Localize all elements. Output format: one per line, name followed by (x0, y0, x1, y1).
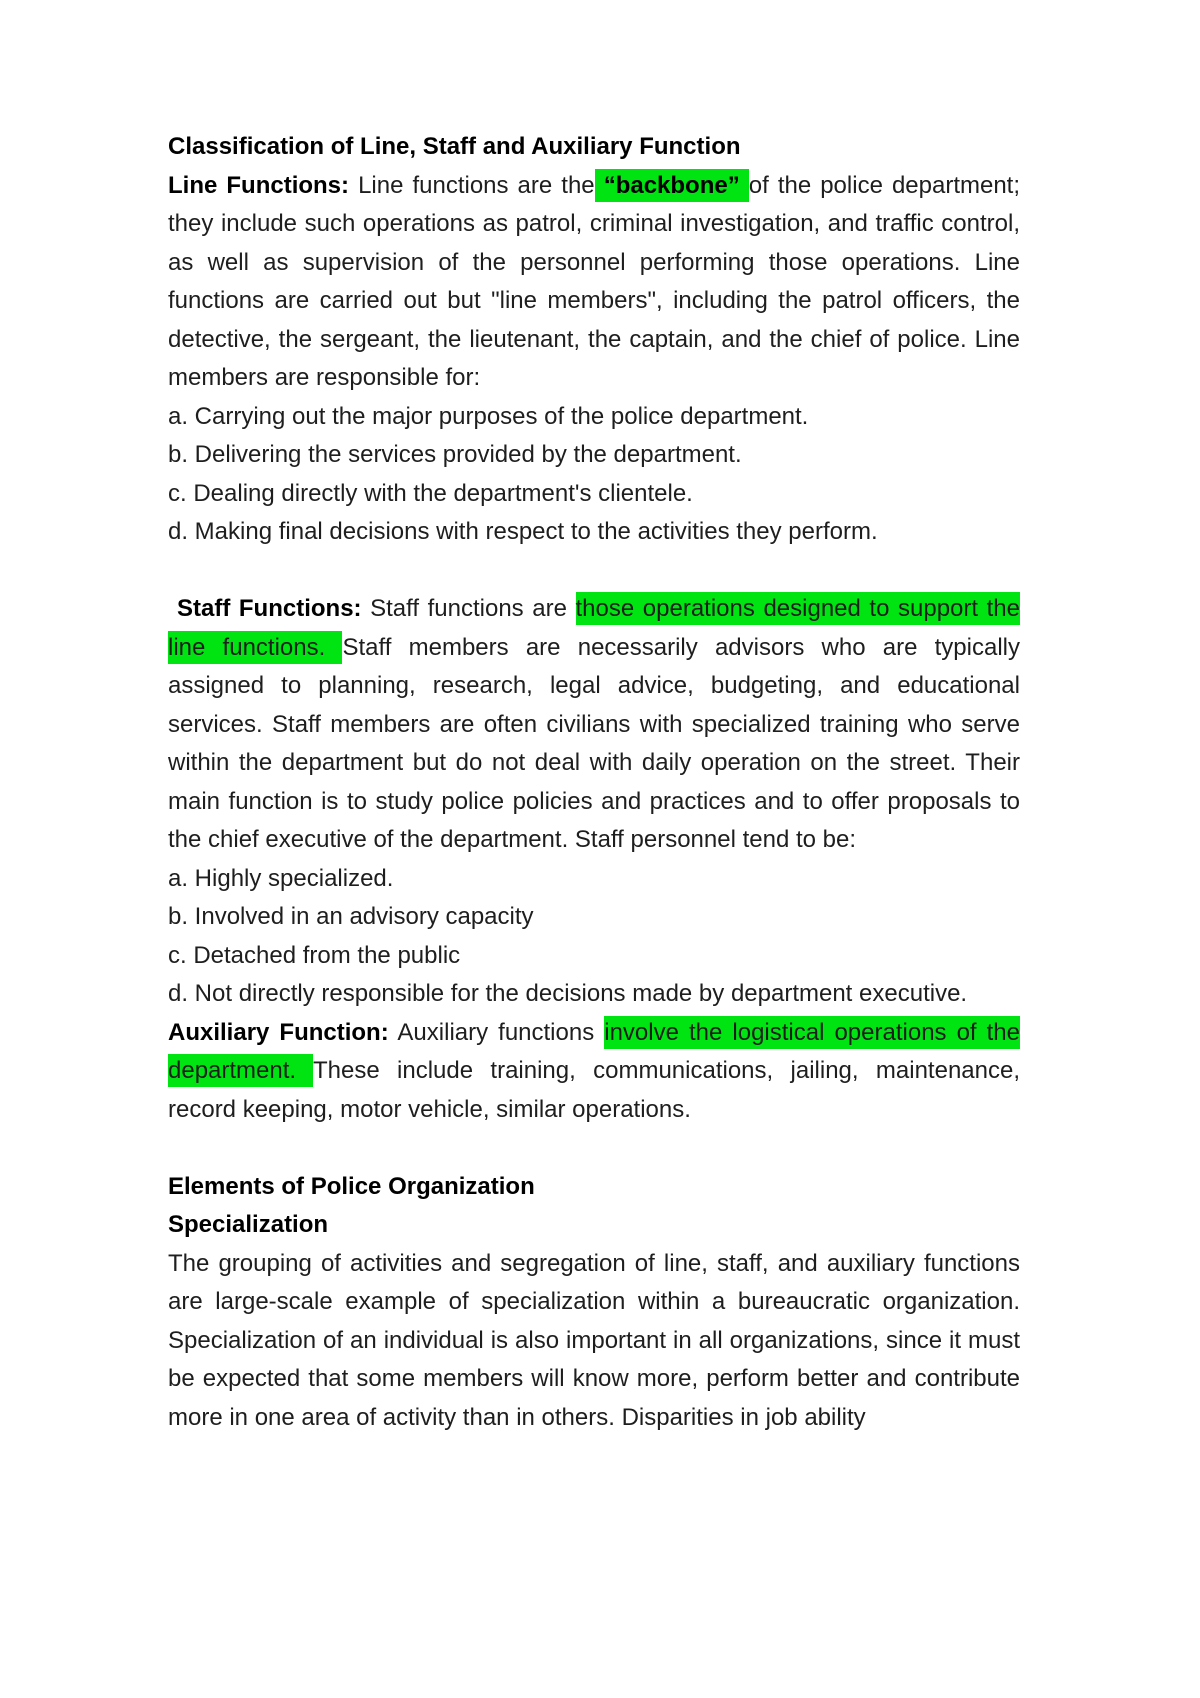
list-item: c. Dealing directly with the department's clientele. (168, 479, 693, 507)
blank-line (168, 1129, 1020, 1168)
staff-functions-paragraph (168, 590, 1020, 860)
list-item: c. Detached from the public (168, 941, 461, 969)
specialization-paragraph: The grouping of activities and segregation of line, staff, and auxiliary functions are large-scale example of specialization within a bureaucratic organization. Specialization of an individual is also important in all organizations, since it must be expected that some members will know more, perform better and contribute more in one area of activity than in others. Disparities in job ability (168, 1249, 1020, 1431)
line-functions-list (168, 398, 1020, 552)
auxiliary-function-paragraph (168, 1014, 1020, 1130)
line-functions-label: Line Functions: (168, 171, 350, 199)
staff-functions-pre-text: Staff functions are (361, 595, 576, 622)
line-functions-post-text: of the police department; they include such operations as patrol, criminal investigation, and traffic control, as well as supervision of the personnel performing those operations. Line functions are carried out but "line members", including the patrol officers, the detective, the sergeant, the lieutenant, the captain, and the chief of police. Line members are responsible for: (168, 171, 1021, 391)
list-item: d. Making final decisions with respect to the activities they perform. (168, 518, 878, 545)
list-item: a. Carrying out the major purposes of the police department. (168, 402, 809, 430)
auxiliary-function-highlight: involve the logistical operations of the department. (168, 1016, 1020, 1088)
auxiliary-function-pre-text: Auxiliary functions (388, 1018, 605, 1046)
line-functions-pre-text: Line functions are the (349, 171, 595, 199)
auxiliary-function-label: Auxiliary Function: (168, 1018, 389, 1046)
staff-functions-list (168, 860, 1020, 1014)
list-item: b. Delivering the services provided by the department. (168, 441, 742, 468)
list-item: a. Highly specialized. (168, 864, 394, 892)
staff-functions-highlight: those operations designed to support the line functions. (168, 592, 1020, 664)
line-functions-paragraph (168, 167, 1020, 398)
document-page (168, 128, 1020, 1437)
line-functions-highlight: “backbone” (595, 169, 749, 202)
staff-functions-post-text: Staff members are necessarily advisors who are typically assigned to planning, research, legal advice, budgeting, and educational services. Staff members are often civilians with specialized training who serve within the department but do not deal with daily operation on the street. Their main function is to study police policies and practices and to offer proposals to the chief executive of the department. Staff personnel tend to be: (168, 633, 1020, 853)
list-item: b. Involved in an advisory capacity (168, 903, 534, 930)
blank-line (168, 552, 1020, 591)
doc-title: Classification of Line, Staff and Auxiliary Function (168, 133, 741, 160)
staff-functions-label: Staff Functions: (177, 595, 362, 622)
specialization-heading: Specialization (168, 1211, 329, 1238)
auxiliary-function-post-text: These include training, communications, jailing, maintenance, record keeping, motor vehicle, similar operations. (168, 1057, 1021, 1123)
list-item: d. Not directly responsible for the decisions made by department executive. (168, 980, 968, 1007)
elements-heading: Elements of Police Organization (168, 1172, 535, 1200)
